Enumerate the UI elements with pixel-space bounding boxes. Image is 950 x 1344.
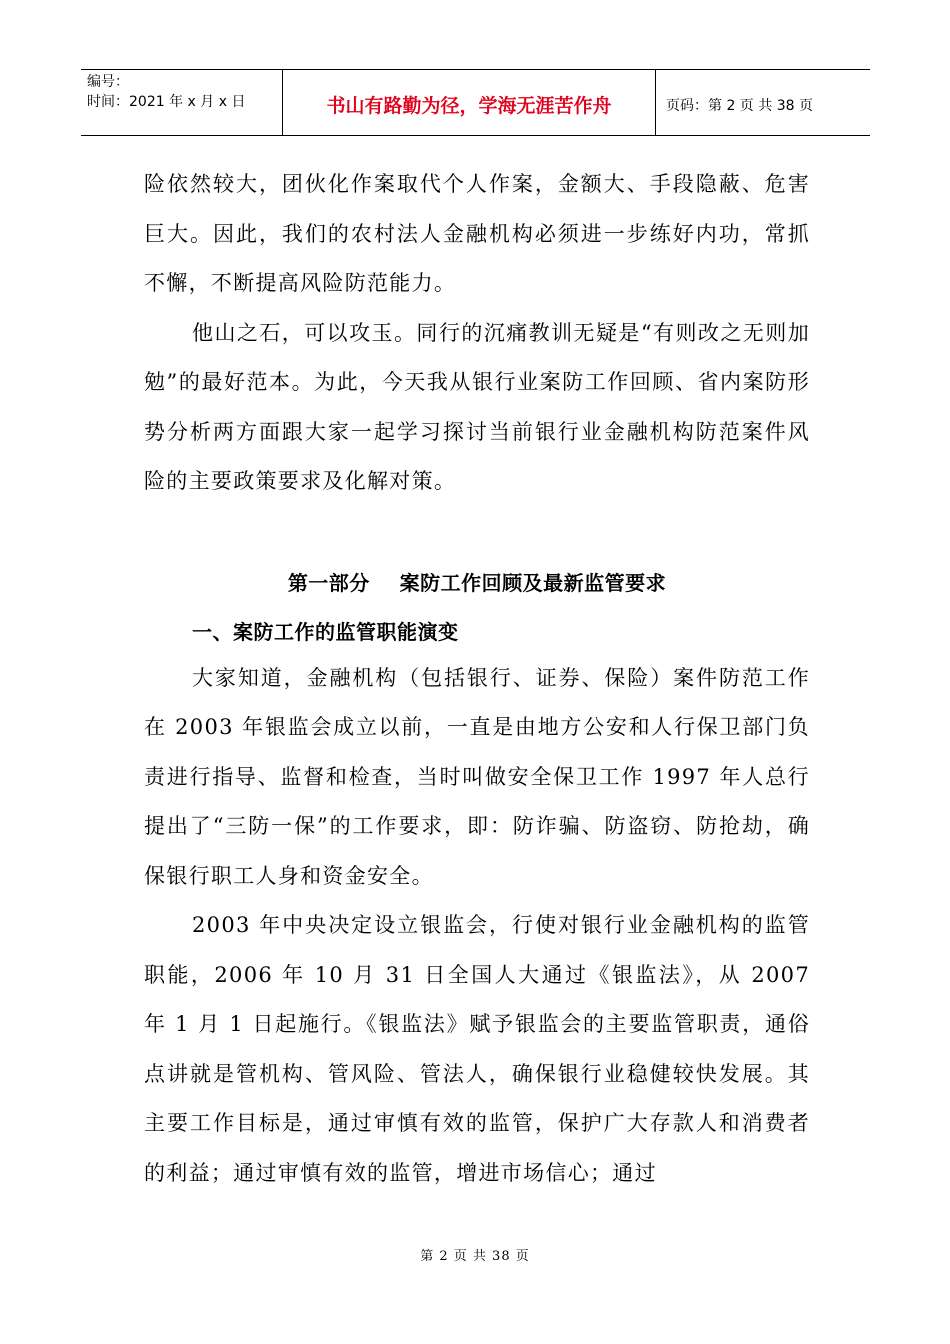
header-meta	[81, 70, 282, 135]
document-number-label: 编号：	[87, 74, 129, 90]
paragraph-3: 大家知道，金融机构（包括银行、证券、保险）案件防范工作在 2003 年银监会成立以前，一直是由地方公安和人行保卫部门负责进行指导、监督和检查，当时叫做安全保卫工作 1997 年人总行提出了“三防一保”的工作要求，即：防诈骗、防盗窃、防抢劫，确保银行职工人身和资金安全。	[144, 665, 810, 888]
header-motto: 书山有路勤为径，学海无涯苦作舟	[282, 70, 656, 135]
paragraph-4: 2003 年中央决定设立银监会，行使对银行业金融机构的监管职能，2006 年 10 月 31 日全国人大通过《银监法》，从 2007 年 1 月 1 日起施行。《银监法》赋予银监会的主要监管职责，通俗点讲就是管机构、管风险、管法人，确保银行业稳健较快发展。其主要工作目标是，通过审慎有效的监管，保护广大存款人和消费者的利益；通过审慎有效的监管，增进市场信心；通过	[144, 913, 810, 1185]
page-footer: 第 2 页 共 38 页	[420, 1249, 530, 1264]
document-header	[81, 69, 870, 136]
section-title: 一、案防工作的监管职能演变	[192, 619, 459, 644]
header-page-info: 页码：第 2 页 共 38 页	[666, 97, 813, 114]
paragraph-2: 他山之石，可以攻玉。同行的沉痛教训无疑是“有则改之无则加勉”的最好范本。为此，今天我从银行业案防工作回顾、省内案防形势分析两方面跟大家一起学习探讨当前银行业金融机构防范案件风险的主要政策要求及化解对策。	[144, 320, 810, 493]
paragraph-1: 险依然较大，团伙化作案取代个人作案，金额大、手段隐蔽、危害巨大。因此，我们的农村法人金融机构必须进一步练好内功，常抓不懈，不断提高风险防范能力。	[144, 172, 810, 295]
part-title: 第一部分 案防工作回顾及最新监管要求	[287, 570, 667, 595]
blank-line	[144, 507, 810, 556]
document-time-label: 时间：2021 年 x 月 x 日	[87, 94, 246, 110]
document-body	[144, 160, 810, 1198]
